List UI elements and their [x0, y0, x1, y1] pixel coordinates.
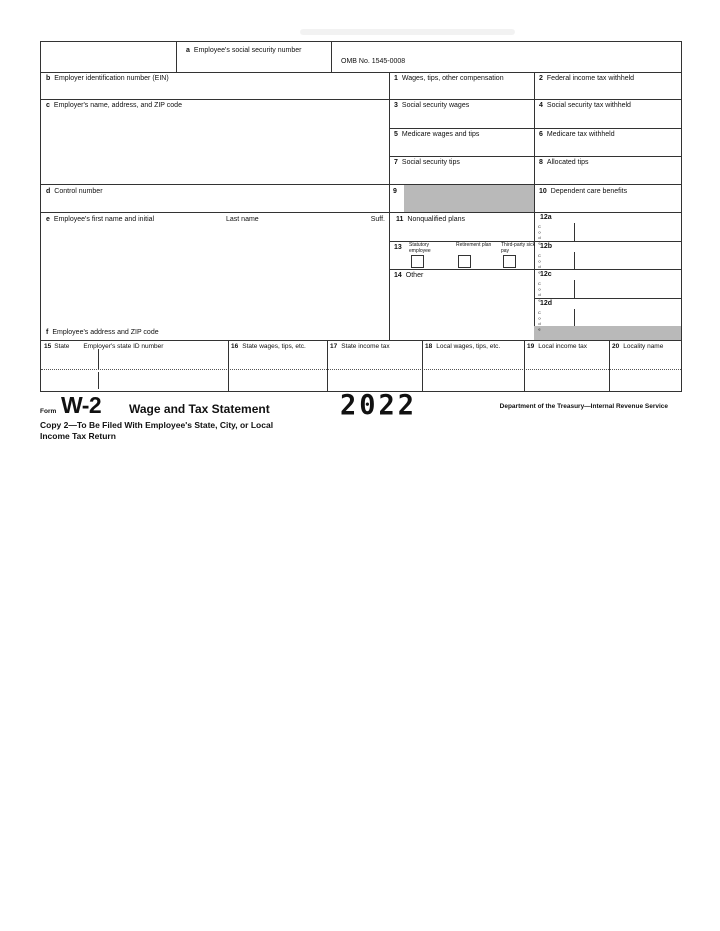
w2-form — [40, 41, 682, 392]
box-9-label: 9 — [393, 188, 397, 195]
grid-line — [41, 184, 681, 185]
grid-line — [176, 42, 177, 72]
box-12a-code-divider — [574, 223, 575, 241]
box-3-label: 3 Social security wages — [394, 102, 470, 109]
grid-line — [534, 72, 535, 340]
box-19-label: 19 Local income tax — [527, 343, 588, 350]
box-10-label: 10 Dependent care benefits — [539, 188, 628, 195]
box-12d-code-label: Code — [537, 310, 542, 332]
grid-line — [41, 212, 681, 213]
box-4-label: 4 Social security tax withheld — [539, 102, 631, 109]
grid-line — [41, 99, 681, 100]
state-row-dotted-divider — [41, 369, 681, 370]
box-5-label: 5 Medicare wages and tips — [394, 131, 480, 138]
box-12c-label: 12c — [540, 271, 552, 278]
box-14-label: 14 Other — [394, 272, 424, 279]
box-15-label: 15 State Employer's state ID number — [44, 343, 164, 350]
third-party-sick-pay-checkbox[interactable] — [503, 255, 516, 268]
statutory-employee-label: Statutory employee — [409, 242, 431, 254]
box-1-label: 1 Wages, tips, other compensation — [394, 75, 504, 82]
box-e-label: e Employee's first name and initial — [46, 216, 155, 223]
form-name-w2: W-2 — [61, 392, 102, 418]
grid-line — [389, 72, 390, 340]
box-18-label: 18 Local wages, tips, etc. — [425, 343, 501, 350]
grid-line — [389, 128, 681, 129]
box-12c-code-label: Code — [537, 281, 542, 303]
grid-line — [327, 340, 328, 391]
retirement-plan-checkbox[interactable] — [458, 255, 471, 268]
tax-year: 2022 — [340, 389, 418, 422]
retirement-plan-label: Retirement plan — [456, 242, 492, 248]
grid-line — [389, 241, 681, 242]
suffix-label: Suff. — [370, 216, 385, 223]
third-party-sick-pay-label: Third-party sick pay — [501, 242, 536, 254]
box-13-label: 13 — [394, 244, 402, 251]
form-word-label: Form — [40, 408, 57, 415]
grid-line — [228, 340, 229, 391]
box-12b-label: 12b — [540, 243, 553, 250]
box-12d-label: 12d — [540, 300, 553, 307]
box-a-number: a — [186, 47, 190, 54]
last-name-label: Last name — [226, 216, 259, 223]
treasury-agency-label: Department of the Treasury—Internal Revenue Service — [499, 403, 668, 410]
box-7-label: 7 Social security tips — [394, 159, 460, 166]
box-8-label: 8 Allocated tips — [539, 159, 589, 166]
statutory-employee-checkbox[interactable] — [411, 255, 424, 268]
grid-line — [331, 42, 332, 72]
form-title: Wage and Tax Statement — [129, 402, 270, 416]
grid-line — [41, 340, 681, 341]
box-12b-code-divider — [574, 252, 575, 269]
grid-line — [41, 72, 681, 73]
grid-line — [422, 340, 423, 391]
box-12c-code-divider — [574, 280, 575, 298]
box-2-label: 2 Federal income tax withheld — [539, 75, 635, 82]
below-12d-shaded-strip — [534, 326, 681, 340]
box-9-shaded-area — [404, 185, 534, 212]
copy-2-instruction — [40, 420, 273, 441]
box-12d-code-divider — [574, 309, 575, 326]
scan-artifact — [300, 29, 515, 35]
box-20-label: 20 Locality name — [612, 343, 664, 350]
grid-line — [609, 340, 610, 391]
box-6-label: 6 Medicare tax withheld — [539, 131, 615, 138]
box-12a-code-label: Code — [537, 224, 542, 246]
copy-2-line2: Income Tax Return — [40, 430, 116, 441]
box-f-label: f Employee's address and ZIP code — [46, 329, 159, 336]
box-15-state-divider — [98, 349, 99, 369]
box-b-label: b Employer identification number (EIN) — [46, 75, 169, 82]
omb-number-label: OMB No. 1545-0008 — [341, 58, 406, 65]
box-16-label: 16 State wages, tips, etc. — [231, 343, 306, 350]
box-15-state-divider — [98, 372, 99, 389]
grid-line — [534, 298, 681, 299]
box-d-label: d Control number — [46, 188, 103, 195]
box-11-label: 11 Nonqualified plans — [396, 216, 466, 223]
box-a-label: a Employee's social security number — [186, 47, 302, 54]
box-12a-label: 12a — [540, 214, 552, 221]
grid-line — [389, 156, 681, 157]
box-17-label: 17 State income tax — [330, 343, 390, 350]
grid-line — [524, 340, 525, 391]
box-12b-code-label: Code — [537, 253, 542, 275]
box-c-label: c Employer's name, address, and ZIP code — [46, 102, 182, 109]
copy-2-line1: Copy 2—To Be Filed With Employee's State, City, or Local — [40, 420, 274, 430]
grid-line — [389, 269, 681, 270]
